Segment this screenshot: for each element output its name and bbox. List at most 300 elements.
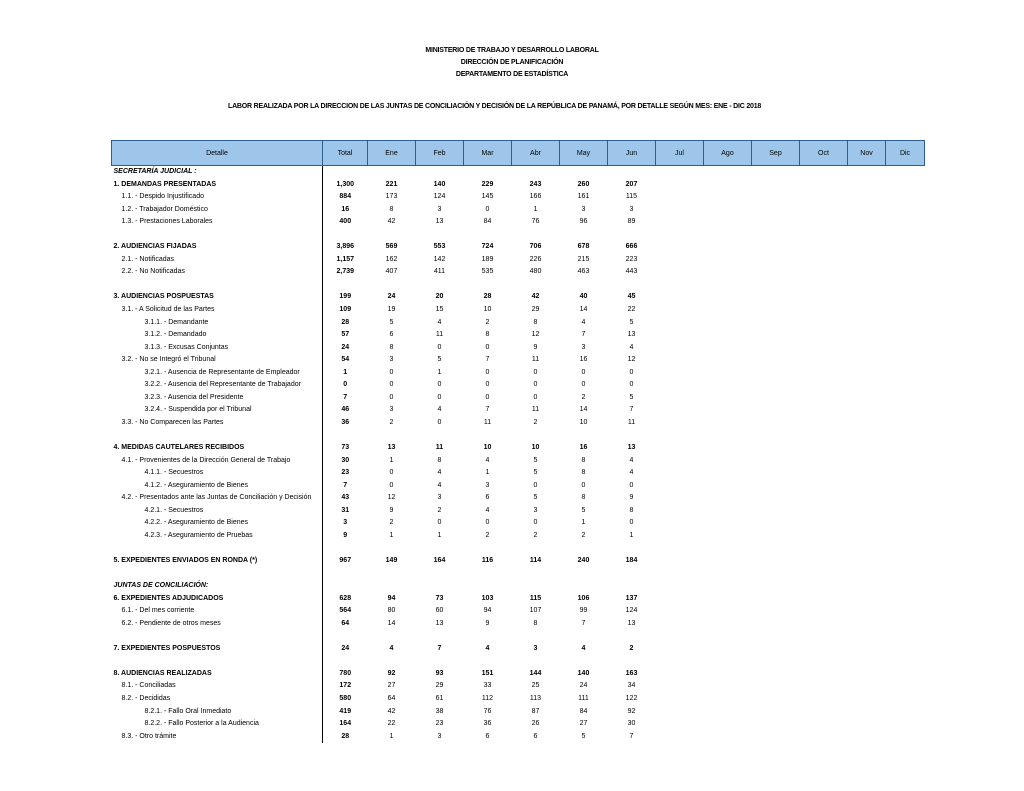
cell-jul <box>656 618 704 631</box>
cell-sep <box>752 668 800 681</box>
cell-ago <box>704 392 752 405</box>
cell-abr <box>512 568 560 581</box>
cell-mar: 151 <box>481 669 494 677</box>
cell-jul <box>656 580 704 593</box>
cell-jun: 137 <box>625 594 638 602</box>
row-label: 3.3. - No Comparecen las Partes <box>112 417 323 430</box>
cell-jun: 124 <box>625 607 638 615</box>
cell-total: 54 <box>341 356 350 364</box>
cell-feb: 164 <box>433 556 446 564</box>
section-row <box>112 580 925 593</box>
cell-mar: 6 <box>485 732 490 740</box>
cell-oct <box>800 580 848 593</box>
cell-total: 23 <box>341 469 350 477</box>
cell-may: 3 <box>581 343 586 351</box>
cell-dic <box>886 505 925 518</box>
cell-jun <box>608 630 656 643</box>
cell-mar <box>464 630 512 643</box>
cell-nov <box>848 643 886 656</box>
cell-nov <box>848 254 886 267</box>
cell-ago <box>704 354 752 367</box>
cell-abr: 0 <box>533 393 538 401</box>
cell-ene: 5 <box>389 318 394 326</box>
table-row <box>112 379 925 392</box>
cell-total: 780 <box>339 669 352 677</box>
cell-feb: 1 <box>437 368 442 376</box>
cell-oct <box>800 480 848 493</box>
cell-may: 106 <box>577 594 590 602</box>
row-label: 8. AUDIENCIAS REALIZADAS <box>112 668 323 681</box>
cell-may: 14 <box>579 406 588 414</box>
cell-mar: 76 <box>483 707 492 715</box>
cell-ene: 12 <box>387 494 396 502</box>
cell-oct <box>800 568 848 581</box>
cell-feb: 11 <box>435 331 444 339</box>
cell-dic <box>886 618 925 631</box>
cell-jul <box>656 342 704 355</box>
table-row <box>112 342 925 355</box>
cell-ago <box>704 630 752 643</box>
cell-dic <box>886 166 925 179</box>
cell-ene: 8 <box>389 205 394 213</box>
cell-abr: 76 <box>531 218 540 226</box>
row-label <box>112 655 323 668</box>
cell-total: 36 <box>341 418 350 426</box>
cell-may: 16 <box>579 444 588 452</box>
table-row <box>112 718 925 731</box>
table-row <box>112 367 925 380</box>
cell-jul <box>656 693 704 706</box>
cell-oct <box>800 291 848 304</box>
cell-oct <box>800 718 848 731</box>
cell-jun <box>608 166 656 179</box>
cell-mar: 9 <box>485 619 490 627</box>
cell-sep <box>752 166 800 179</box>
table-row <box>112 179 925 192</box>
cell-feb <box>416 568 464 581</box>
cell-sep <box>752 317 800 330</box>
cell-mar: 4 <box>485 456 490 464</box>
cell-feb: 11 <box>435 444 444 452</box>
cell-jul <box>656 279 704 292</box>
cell-jul <box>656 354 704 367</box>
cell-ago <box>704 555 752 568</box>
column-header-may: May <box>560 141 608 166</box>
cell-total <box>323 630 368 643</box>
cell-oct <box>800 204 848 217</box>
cell-jul <box>656 179 704 192</box>
cell-jun: 3 <box>629 205 634 213</box>
cell-abr: 0 <box>533 519 538 527</box>
cell-nov <box>848 505 886 518</box>
cell-nov <box>848 706 886 719</box>
cell-total <box>323 429 368 442</box>
cell-nov <box>848 605 886 618</box>
table-row <box>112 467 925 480</box>
row-label: 4.2.2. - Aseguramiento de Bienes <box>112 517 323 530</box>
cell-mar: 84 <box>483 218 492 226</box>
cell-dic <box>886 304 925 317</box>
cell-jun: 8 <box>629 506 634 514</box>
cell-oct <box>800 392 848 405</box>
cell-oct <box>800 266 848 279</box>
cell-nov <box>848 179 886 192</box>
cell-nov <box>848 530 886 543</box>
cell-dic <box>886 643 925 656</box>
cell-feb: 23 <box>435 720 444 728</box>
cell-nov <box>848 731 886 744</box>
cell-mar: 0 <box>485 343 490 351</box>
cell-feb: 60 <box>435 607 444 615</box>
cell-sep <box>752 517 800 530</box>
cell-jul <box>656 204 704 217</box>
cell-jul <box>656 505 704 518</box>
table-body <box>112 166 925 744</box>
cell-nov <box>848 693 886 706</box>
cell-ago <box>704 580 752 593</box>
cell-oct <box>800 342 848 355</box>
cell-total: 400 <box>339 218 352 226</box>
table-row <box>112 417 925 430</box>
cell-abr: 87 <box>531 707 540 715</box>
cell-ago <box>704 279 752 292</box>
cell-ene: 22 <box>387 720 396 728</box>
cell-nov <box>848 241 886 254</box>
table-row <box>112 404 925 417</box>
cell-dic <box>886 229 925 242</box>
cell-feb: 0 <box>437 393 442 401</box>
cell-sep <box>752 266 800 279</box>
cell-mar: 1 <box>485 469 490 477</box>
cell-dic <box>886 517 925 530</box>
cell-may: 215 <box>577 255 590 263</box>
cell-feb: 0 <box>437 519 442 527</box>
cell-jun: 115 <box>625 193 638 201</box>
row-label <box>112 429 323 442</box>
cell-abr <box>512 429 560 442</box>
cell-dic <box>886 216 925 229</box>
row-label: 3.2.3. - Ausencia del Presidente <box>112 392 323 405</box>
cell-may: 8 <box>581 469 586 477</box>
table-row <box>112 706 925 719</box>
cell-may: 111 <box>578 694 589 702</box>
cell-feb: 7 <box>437 644 442 652</box>
cell-nov <box>848 630 886 643</box>
cell-dic <box>886 204 925 217</box>
cell-ene: 149 <box>385 556 398 564</box>
cell-jul <box>656 379 704 392</box>
cell-dic <box>886 392 925 405</box>
cell-ene: 13 <box>387 444 396 452</box>
cell-feb: 4 <box>437 406 442 414</box>
column-header-feb: Feb <box>416 141 464 166</box>
cell-ene: 92 <box>387 669 396 677</box>
cell-feb <box>416 229 464 242</box>
cell-feb: 411 <box>433 268 446 276</box>
row-label: 2.1. - Notificadas <box>112 254 323 267</box>
cell-total: 109 <box>339 306 352 314</box>
cell-feb: 142 <box>433 255 446 263</box>
cell-nov <box>848 216 886 229</box>
cell-sep <box>752 191 800 204</box>
cell-ago <box>704 442 752 455</box>
cell-mar: 229 <box>481 180 494 188</box>
spacer-row <box>112 279 925 292</box>
row-label: 4.1.1. - Secuestros <box>112 467 323 480</box>
cell-ago <box>704 467 752 480</box>
column-header-ene: Ene <box>368 141 416 166</box>
cell-oct <box>800 517 848 530</box>
row-label <box>112 229 323 242</box>
cell-mar: 2 <box>485 318 490 326</box>
cell-jul <box>656 442 704 455</box>
cell-nov <box>848 304 886 317</box>
cell-abr: 9 <box>533 343 538 351</box>
cell-may: 161 <box>577 193 590 201</box>
cell-feb: 13 <box>435 619 444 627</box>
cell-nov <box>848 429 886 442</box>
cell-jul <box>656 266 704 279</box>
table-row <box>112 442 925 455</box>
cell-jul <box>656 731 704 744</box>
cell-sep <box>752 492 800 505</box>
cell-ene: 162 <box>385 255 398 263</box>
cell-total: 46 <box>341 406 350 414</box>
cell-ene: 6 <box>389 331 394 339</box>
cell-may: 40 <box>579 293 588 301</box>
cell-nov <box>848 204 886 217</box>
cell-feb: 124 <box>433 193 446 201</box>
cell-sep <box>752 442 800 455</box>
cell-ene: 0 <box>389 481 394 489</box>
cell-oct <box>800 329 848 342</box>
row-label: 5. EXPEDIENTES ENVIADOS EN RONDA (*) <box>112 555 323 568</box>
cell-oct <box>800 455 848 468</box>
cell-ago <box>704 266 752 279</box>
cell-total <box>323 655 368 668</box>
cell-may: 2 <box>581 393 586 401</box>
cell-sep <box>752 718 800 731</box>
cell-jun: 122 <box>625 694 638 702</box>
cell-ene: 2 <box>389 519 394 527</box>
cell-total: 884 <box>339 193 352 201</box>
cell-feb <box>416 279 464 292</box>
cell-nov <box>848 392 886 405</box>
cell-ene: 3 <box>389 406 394 414</box>
cell-jul <box>656 417 704 430</box>
spacer-row <box>112 630 925 643</box>
cell-jun: 13 <box>627 444 636 452</box>
cell-jun: 2 <box>629 644 634 652</box>
cell-dic <box>886 266 925 279</box>
cell-jun <box>608 542 656 555</box>
row-label: 8.1. - Conciliadas <box>112 680 323 693</box>
spacer-row <box>112 542 925 555</box>
cell-dic <box>886 379 925 392</box>
cell-ago <box>704 655 752 668</box>
row-label: 3.2.4. - Suspendida por el Tribunal <box>112 404 323 417</box>
cell-may: 463 <box>577 268 590 276</box>
table-row <box>112 593 925 606</box>
cell-feb: 3 <box>437 494 442 502</box>
cell-abr: 166 <box>529 193 542 201</box>
cell-jul <box>656 367 704 380</box>
cell-ene: 19 <box>387 306 396 314</box>
cell-jun: 11 <box>627 418 636 426</box>
cell-oct <box>800 254 848 267</box>
cell-sep <box>752 593 800 606</box>
cell-feb: 38 <box>435 707 444 715</box>
cell-sep <box>752 291 800 304</box>
cell-ago <box>704 718 752 731</box>
cell-jun: 4 <box>629 456 634 464</box>
cell-oct <box>800 655 848 668</box>
cell-jul <box>656 542 704 555</box>
cell-jul <box>656 706 704 719</box>
cell-may <box>560 568 608 581</box>
cell-jun <box>608 279 656 292</box>
cell-total: 16 <box>341 205 350 213</box>
cell-dic <box>886 630 925 643</box>
cell-ago <box>704 241 752 254</box>
cell-abr: 115 <box>529 594 542 602</box>
cell-abr: 10 <box>531 444 540 452</box>
cell-jul <box>656 517 704 530</box>
cell-ago <box>704 480 752 493</box>
row-label: 8.2. - Decididas <box>112 693 323 706</box>
row-label <box>112 568 323 581</box>
cell-feb <box>416 542 464 555</box>
cell-nov <box>848 618 886 631</box>
cell-ago <box>704 304 752 317</box>
table-row <box>112 204 925 217</box>
cell-ene: 14 <box>387 619 396 627</box>
cell-jun: 22 <box>627 306 636 314</box>
cell-ene: 1 <box>389 531 394 539</box>
cell-sep <box>752 379 800 392</box>
cell-sep <box>752 329 800 342</box>
cell-dic <box>886 342 925 355</box>
cell-abr <box>512 542 560 555</box>
cell-nov <box>848 680 886 693</box>
cell-sep <box>752 706 800 719</box>
cell-ago <box>704 593 752 606</box>
table-row <box>112 392 925 405</box>
cell-ene: 221 <box>385 180 398 188</box>
cell-nov <box>848 291 886 304</box>
cell-may: 16 <box>579 356 588 364</box>
cell-ene: 8 <box>389 343 394 351</box>
cell-nov <box>848 542 886 555</box>
cell-ago <box>704 668 752 681</box>
cell-total: 419 <box>339 707 352 715</box>
cell-total: 57 <box>341 331 350 339</box>
cell-sep <box>752 417 800 430</box>
cell-nov <box>848 279 886 292</box>
cell-mar: 33 <box>483 682 492 690</box>
row-label: SECRETARÍA JUDICIAL : <box>112 166 323 179</box>
cell-oct <box>800 379 848 392</box>
cell-oct <box>800 680 848 693</box>
cell-may <box>560 279 608 292</box>
row-label: 3.1.1. - Demandante <box>112 317 323 330</box>
cell-jun: 7 <box>629 732 634 740</box>
column-header-abr: Abr <box>512 141 560 166</box>
cell-jul <box>656 392 704 405</box>
cell-total <box>323 568 368 581</box>
cell-sep <box>752 279 800 292</box>
cell-total: 3,896 <box>336 243 355 251</box>
cell-total: 1 <box>343 368 348 376</box>
cell-abr: 29 <box>531 306 540 314</box>
cell-may: 1 <box>581 519 586 527</box>
cell-oct <box>800 693 848 706</box>
cell-ago <box>704 505 752 518</box>
row-label: 8.2.2. - Fallo Posterior a la Audiencia <box>112 718 323 731</box>
cell-total: 172 <box>339 682 352 690</box>
column-header-oct: Oct <box>800 141 848 166</box>
cell-mar <box>464 166 512 179</box>
cell-mar: 116 <box>481 556 494 564</box>
cell-jul <box>656 630 704 643</box>
cell-abr: 113 <box>529 694 542 702</box>
row-label: 2. AUDIENCIAS FIJADAS <box>112 241 323 254</box>
cell-ago <box>704 342 752 355</box>
cell-oct <box>800 417 848 430</box>
cell-dic <box>886 655 925 668</box>
cell-ago <box>704 329 752 342</box>
cell-ene: 173 <box>385 193 398 201</box>
cell-oct <box>800 555 848 568</box>
cell-sep <box>752 480 800 493</box>
cell-ene <box>368 630 416 643</box>
cell-may: 678 <box>577 243 590 251</box>
cell-may: 5 <box>581 732 586 740</box>
cell-mar: 0 <box>485 205 490 213</box>
cell-feb: 553 <box>433 243 446 251</box>
cell-ago <box>704 379 752 392</box>
cell-abr: 114 <box>529 556 542 564</box>
cell-sep <box>752 731 800 744</box>
cell-sep <box>752 618 800 631</box>
cell-feb: 20 <box>435 293 444 301</box>
cell-sep <box>752 354 800 367</box>
row-label: 4.2.3. - Aseguramiento de Pruebas <box>112 530 323 543</box>
cell-total <box>323 580 368 593</box>
cell-oct <box>800 229 848 242</box>
cell-feb: 3 <box>437 732 442 740</box>
cell-jul <box>656 291 704 304</box>
cell-ene <box>368 542 416 555</box>
cell-mar: 0 <box>485 393 490 401</box>
cell-feb: 61 <box>435 694 444 702</box>
cell-may: 10 <box>579 418 588 426</box>
cell-nov <box>848 668 886 681</box>
cell-abr: 8 <box>533 619 538 627</box>
cell-ago <box>704 706 752 719</box>
cell-jul <box>656 668 704 681</box>
cell-jun <box>608 429 656 442</box>
cell-may <box>560 655 608 668</box>
cell-feb: 93 <box>435 669 444 677</box>
row-label: 4.1.2. - Aseguramiento de Bienes <box>112 480 323 493</box>
cell-total: 28 <box>341 318 350 326</box>
cell-nov <box>848 555 886 568</box>
cell-ene: 1 <box>389 456 394 464</box>
cell-ene: 42 <box>387 707 396 715</box>
cell-jun: 4 <box>629 343 634 351</box>
cell-dic <box>886 480 925 493</box>
